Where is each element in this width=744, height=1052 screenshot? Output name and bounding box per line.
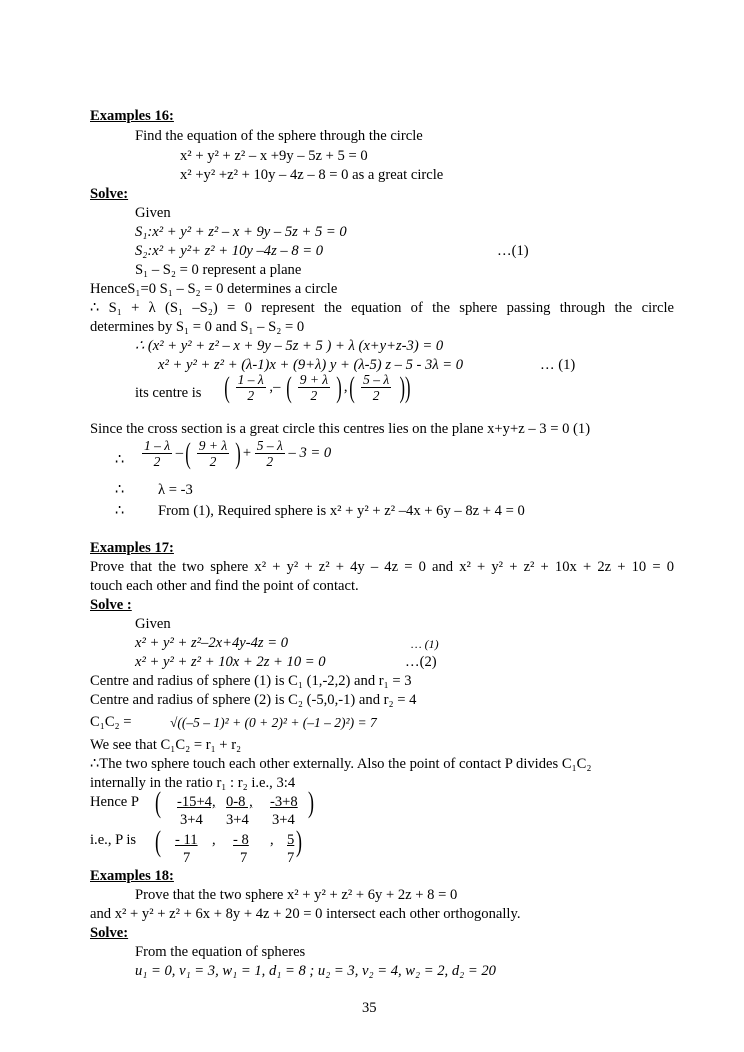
example-16-equation-3: ∴ (x² + y² + z² – x + 9y – 5z + 5 ) + λ (x+y+z-3) = 0	[135, 338, 444, 354]
example-17-see: We see that C₁C₂ = r₁ + r₂	[90, 737, 242, 753]
point-comma: ,	[270, 832, 274, 848]
example-17-problem-line-2: touch each other and find the point of contact.	[90, 578, 359, 594]
point-numerator-x: - 11	[175, 832, 198, 848]
example-17-ie-label: i.e., P is	[90, 832, 137, 848]
example-17-equation-2: x² + y² + z² + 10x + 2z + 10 = 0	[135, 654, 326, 670]
therefore-symbol: ∴	[115, 503, 125, 519]
example-16-plane-substitution: $\frac{1 - \lambda}{2}$ –( $\frac{9 + \lambda}{2}$ ) + $\frac{5 - \lambda}{2}$ – 3 = 0	[144, 436, 332, 470]
centre-fraction-3: $\frac{5 - \lambda}{2}$	[363, 372, 390, 403]
example-16-equation-1: x² + y² + z² – x +9y – 5z + 5 = 0	[180, 148, 368, 164]
example-17-equation-1-tag: … (1)	[411, 637, 439, 651]
example-16-s2-tag: …(1)	[497, 243, 529, 259]
hence-numerator-2: 0-8 ,	[226, 794, 253, 810]
example-18-coefficients: u₁ = 0, v₁ = 3, w₁ = 1, d₁ = 8 ; u₂ = 3, v₂ = 4, w₂ = 2, d₂ = 20	[135, 963, 496, 979]
example-17-c1c2-label: C₁C₂ =	[90, 714, 132, 730]
hence-denominator-2: 3+4	[226, 812, 249, 828]
example-18-solve-heading: Solve:	[90, 925, 129, 941]
example-17-hence-label: Hence P	[90, 794, 140, 810]
example-17-given: Given	[135, 616, 171, 632]
example-16-s2: S₂:x² + y²+ z² + 10y –4z – 8 = 0	[135, 243, 324, 259]
therefore-symbol: ∴	[115, 482, 125, 498]
example-18-from: From the equation of spheres	[135, 944, 306, 960]
example-16-centre-label: its centre is	[135, 385, 202, 401]
point-numerator-y: - 8	[233, 832, 249, 848]
hence-denominator-3: 3+4	[272, 812, 295, 828]
example-16-equation-4: x² + y² + z² + (λ-1)x + (9+λ) y + (λ-5) z – 5 - 3λ = 0	[158, 357, 464, 373]
example-17-touch-line-2: internally in the ratio r₁ : r₂ i.e., 3:4	[90, 775, 296, 791]
example-16-heading: Examples 16:	[90, 108, 174, 124]
example-16-therefore-line-2: determines by S₁ = 0 and S₁ – S₂ = 0	[90, 319, 305, 335]
example-16-plane: S₁ – S₂ = 0 represent a plane	[135, 262, 302, 278]
centre-fraction-2: $\frac{9 + \lambda}{2}$	[299, 372, 329, 403]
example-17-heading: Examples 17:	[90, 540, 174, 556]
right-brace: )	[296, 825, 302, 858]
example-17-centre-1: Centre and radius of sphere (1) is C₁ (1,-2,2) and r₁ = 3	[90, 673, 412, 689]
point-numerator-z: 5	[287, 832, 295, 848]
example-16-solve-heading: Solve:	[90, 186, 129, 202]
centre-fraction-1: $\frac{1 - \lambda}{2}$	[237, 372, 264, 403]
example-16-result: From (1), Required sphere is x² + y² + z² –4x + 6y – 8z + 4 = 0	[158, 503, 525, 519]
page-number: 35	[362, 1000, 377, 1016]
example-16-equation-4-tag: … (1)	[540, 357, 576, 373]
point-denominator-z: 7	[287, 850, 295, 866]
example-16-since: Since the cross section is a great circle this centres lies on the plane x+y+z – 3 = 0 (1)	[90, 421, 591, 437]
example-16-equation-2: x² +y² +z² + 10y – 4z – 8 = 0 as a great circle	[180, 167, 444, 183]
point-denominator-x: 7	[183, 850, 191, 866]
example-18-problem-line-1: Prove that the two sphere x² + y² + z² + 6y + 2z + 8 = 0	[135, 887, 458, 903]
example-16-problem: Find the equation of the sphere through the circle	[135, 128, 423, 144]
example-16-centre-vector: ( $\frac{1 - \lambda}{2}$ ,– ( $\frac{9 + \lambda}{2}$ ) ,( $\frac{5 - \lambda}{2}$ ))	[224, 370, 411, 404]
hence-denominator-1: 3+4	[180, 812, 203, 828]
example-16-given: Given	[135, 205, 171, 221]
hence-numerator-1: -15+4,	[177, 794, 216, 810]
left-brace: (	[155, 825, 161, 858]
example-17-equation-2-tag: …(2)	[405, 654, 437, 670]
hence-numerator-3: -3+8	[270, 794, 298, 810]
example-16-therefore-line-1: ∴ S₁ + λ (S₁ –S₂) = 0 represent the equation of the sphere passing through the circle	[90, 300, 674, 316]
example-17-c1c2-value: √((–5 – 1)² + (0 + 2)² + (–1 – 2)²) = 7	[170, 715, 377, 730]
example-18-problem-line-2: and x² + y² + z² + 6x + 8y + 4z + 20 = 0 intersect each other orthogonally.	[90, 906, 521, 922]
point-denominator-y: 7	[240, 850, 248, 866]
example-18-heading: Examples 18:	[90, 868, 174, 884]
left-brace: (	[155, 786, 161, 819]
therefore-symbol: ∴	[115, 452, 125, 468]
example-16-s1: S₁:x² + y² + z² – x + 9y – 5z + 5 = 0	[135, 224, 347, 240]
example-17-centre-2: Centre and radius of sphere (2) is C₂ (-5,0,-1) and r₂ = 4	[90, 692, 417, 708]
example-16-hence: HenceS₁=0 S₁ – S₂ = 0 determines a circle	[90, 281, 338, 297]
example-17-touch-line-1: ∴The two sphere touch each other externally. Also the point of contact P divides C₁C₂	[90, 756, 592, 772]
example-16-lambda: λ = -3	[158, 482, 193, 498]
example-17-solve-heading: Solve :	[90, 597, 132, 613]
example-17-equation-1: x² + y² + z²–2x+4y-4z = 0	[135, 635, 289, 651]
example-17-problem-line-1: Prove that the two sphere x² + y² + z² + 4y – 4z = 0 and x² + y² + z² + 10x + 2z + 10 = 0	[90, 559, 674, 575]
right-brace: )	[308, 786, 314, 819]
point-comma: ,	[212, 832, 216, 848]
